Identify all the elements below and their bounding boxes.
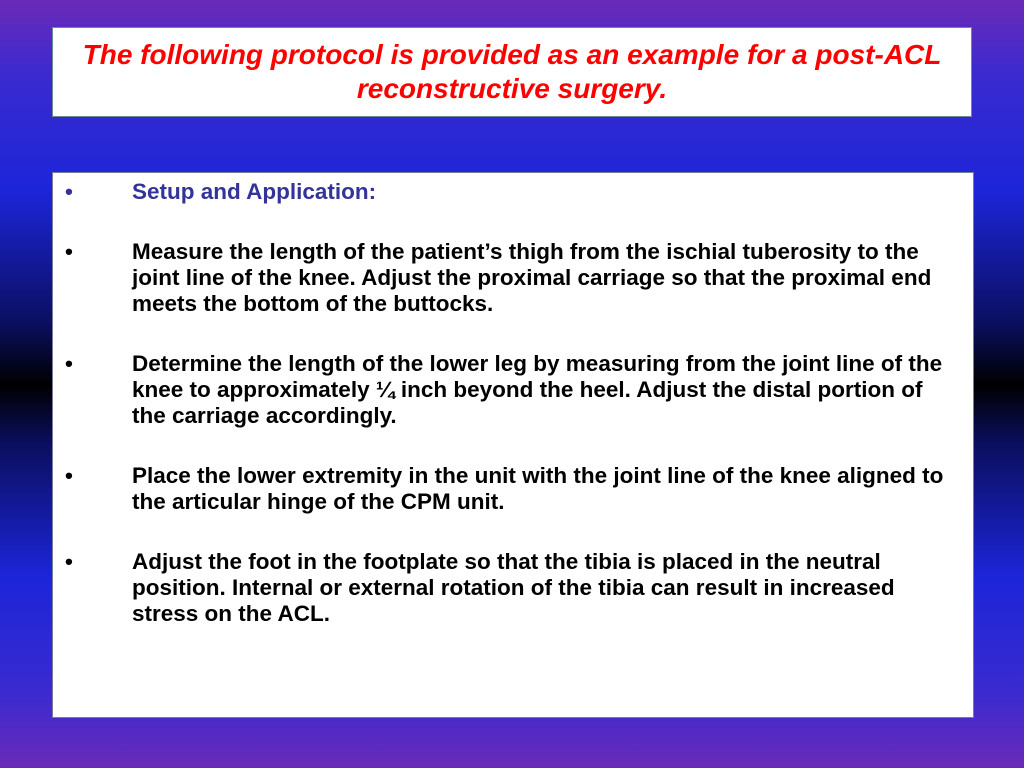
title-box: [52, 27, 972, 117]
bullet-marker: •: [65, 179, 73, 204]
bullet-marker: •: [65, 463, 73, 488]
bullet-marker: •: [65, 351, 73, 376]
bullet-marker: •: [65, 549, 73, 574]
bullet-text: Adjust the foot in the footplate so that the tibia is placed in the neutral position. Internal or external rotation of the tibia can result in increased stress on the ACL.: [132, 549, 895, 626]
bullet-item-measure-thigh: [53, 239, 973, 317]
bullet-text: Measure the length of the patient’s thigh from the ischial tuberosity to the joint line of the knee. Adjust the proximal carriage so that the proximal end meets the bottom of the buttocks.: [132, 239, 932, 316]
bullet-text: Setup and Application:: [132, 179, 377, 204]
bullet-item-setup-heading: [53, 179, 973, 205]
bullet-text: Place the lower extremity in the unit with the joint line of the knee aligned to the articular hinge of the CPM unit.: [132, 463, 944, 514]
bullet-item-lower-leg: [53, 351, 973, 429]
content-box: [52, 172, 974, 718]
bullet-item-place-extremity: [53, 463, 973, 515]
bullet-marker: •: [65, 239, 73, 264]
bullet-text: Determine the length of the lower leg by measuring from the joint line of the knee to approximately ¼ inch beyond the heel. Adjust the distal portion of the carriage accordingly.: [132, 351, 943, 428]
bullet-list: [53, 179, 973, 661]
bullet-item-adjust-foot: [53, 549, 973, 627]
slide-title: The following protocol is provided as an example for a post-ACL reconstructive surgery.: [82, 39, 942, 104]
